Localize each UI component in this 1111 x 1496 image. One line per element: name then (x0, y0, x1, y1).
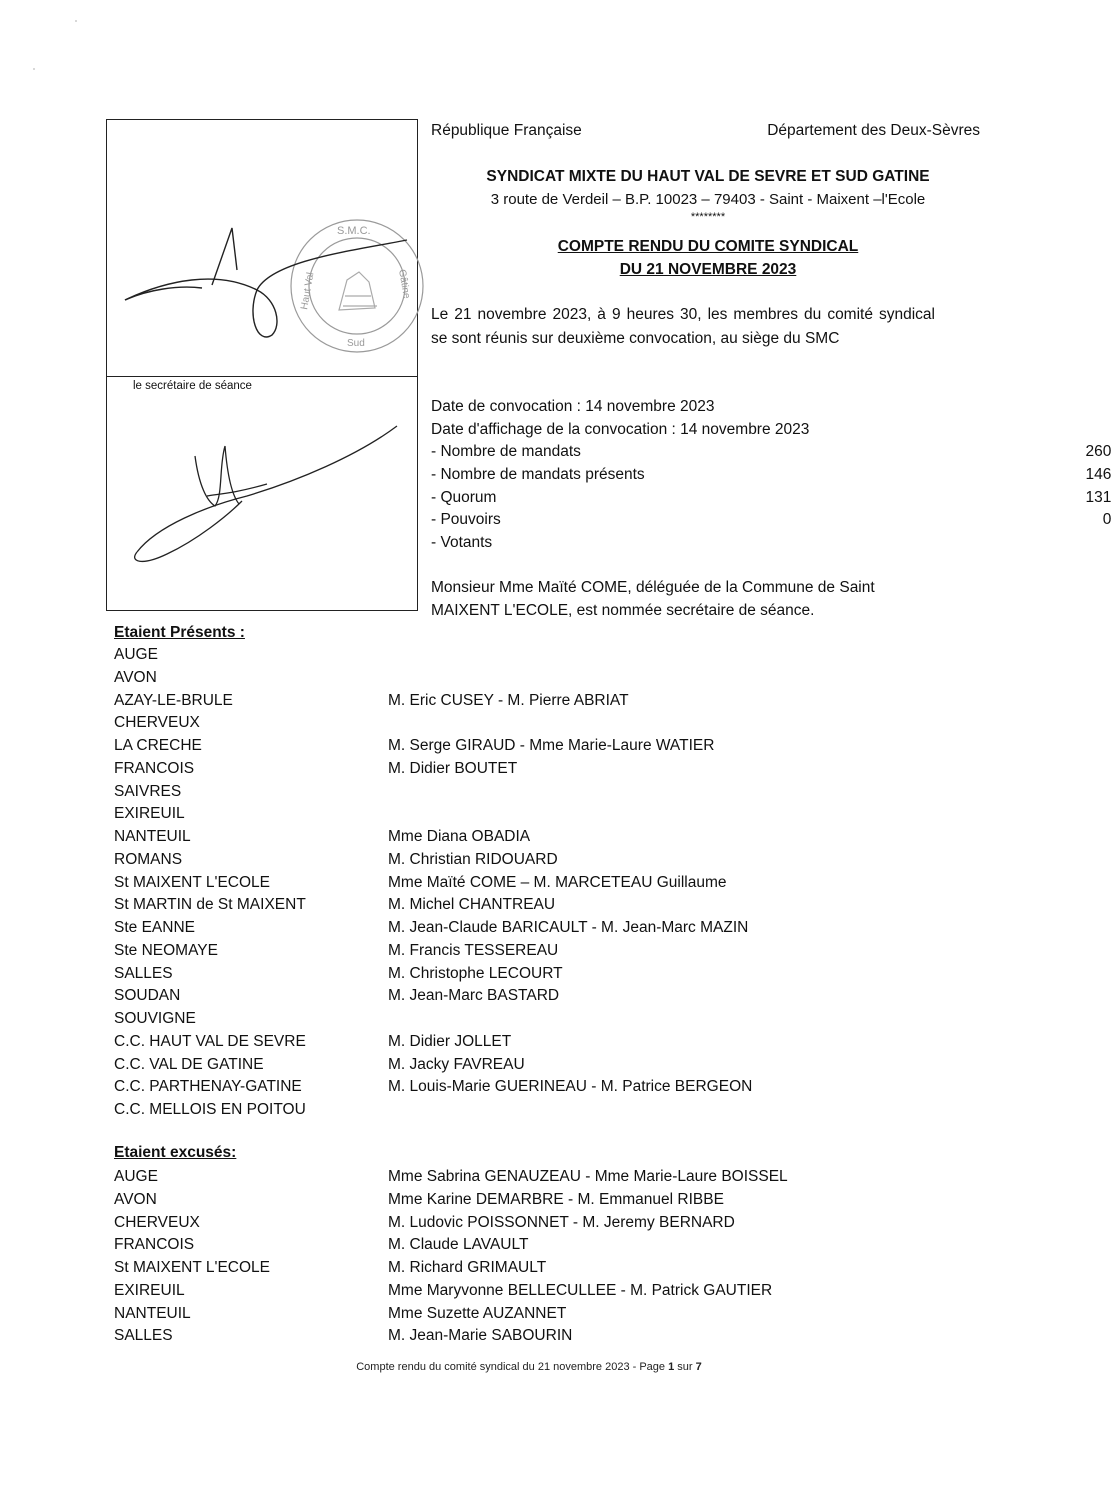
attendance-row (114, 690, 629, 713)
scan-speck (33, 68, 35, 70)
attendance-row (114, 758, 518, 781)
commune-name: SALLES (114, 1327, 173, 1345)
scan-speck (75, 20, 77, 22)
delegate-names: M. Jean-Claude BARICAULT - M. Jean-Marc MAZIN (388, 919, 749, 936)
attendance-row (114, 781, 306, 804)
commune-name: C.C. PARTHENAY-GATINE (114, 1078, 302, 1096)
attendance-row (114, 1008, 306, 1031)
stat-label: Date de convocation : 14 novembre 2023 (431, 398, 715, 415)
commune-name: Ste EANNE (114, 919, 195, 936)
commune-name: FRANCOIS (114, 759, 195, 777)
attendance-row (114, 712, 306, 735)
attendance-row (114, 1076, 753, 1099)
commune-name: St MARTIN de St MAIXENT (114, 896, 306, 914)
attendance-row (114, 963, 563, 986)
commune-name: SALLES (114, 964, 173, 982)
secretary-signature (107, 376, 419, 612)
delegate-names: Mme Maryvonne BELLECULLEE - M. Patrick GAUTIER (388, 1281, 773, 1299)
attendance-row (114, 735, 715, 758)
attendance-row (114, 985, 560, 1008)
attendance-row (114, 644, 306, 667)
attendance-row (114, 1234, 529, 1257)
delegate-names: M. Jacky FAVREAU (388, 1055, 525, 1073)
delegate-names: M. Christian RIDOUARD (388, 850, 558, 868)
attendance-row (114, 1099, 306, 1122)
footer-of: sur (674, 1361, 696, 1373)
delegate-names: Mme Suzette AUZANNET (388, 1304, 567, 1322)
stat-row (431, 441, 1111, 464)
delegate-names: M. Richard GRIMAULT (388, 1259, 547, 1276)
commune-name: SAIVRES (114, 782, 182, 800)
attendance-row (114, 803, 306, 826)
commune-name: AZAY-LE-BRULE (114, 691, 233, 709)
commune-name: C.C. VAL DE GATINE (114, 1055, 264, 1073)
stat-label: - Pouvoirs (431, 511, 501, 529)
commune-name: AUGE (114, 1168, 158, 1185)
stat-value: 0 (1102, 511, 1111, 529)
delegate-names: Mme Sabrina GENAUZEAU - Mme Marie-Laure BOISSEL (388, 1168, 788, 1185)
commune-name: ROMANS (114, 850, 183, 868)
delegate-names: M. Jean-Marie SABOURIN (388, 1327, 573, 1345)
stat-row (431, 532, 809, 555)
delegate-names: M. Michel CHANTREAU (388, 896, 556, 914)
attendance-row (114, 917, 749, 940)
organization-address: 3 route de Verdeil – B.P. 10023 – 79403 - Saint - Maixent –l'Ecole (490, 191, 926, 208)
commune-name: EXIREUIL (114, 1281, 185, 1299)
svg-text:Sud: Sud (347, 338, 365, 349)
attendance-row (114, 872, 727, 895)
intro-paragraph: Le 21 novembre 2023, à 9 heures 30, les membres du comité syndical se sont réunis sur deuxième convocation, au siège du SMC (431, 306, 935, 347)
commune-name: AUGE (114, 646, 158, 663)
stat-value: 260 (1085, 443, 1111, 461)
svg-text:Haut Val: Haut Val (299, 271, 317, 311)
stat-label: - Quorum (431, 488, 497, 506)
delegate-names: M. Didier JOLLET (388, 1032, 512, 1050)
commune-name: CHERVEUX (114, 1213, 200, 1231)
attendance-row (114, 1257, 547, 1280)
delegate-names: M. Francis TESSEREAU (388, 941, 559, 959)
stat-label: Date d'affichage de la convocation : 14 novembre 2023 (431, 420, 810, 438)
excused-title: Etaient excusés: (114, 1144, 237, 1161)
commune-name: NANTEUIL (114, 828, 191, 845)
commune-name: SOUVIGNE (114, 1010, 196, 1027)
attendance-row (114, 1031, 512, 1054)
commune-name: AVON (114, 668, 157, 686)
commune-name: St MAIXENT L'ECOLE (114, 873, 270, 891)
commune-name: NANTEUIL (114, 1304, 191, 1322)
delegate-names: M. Didier BOUTET (388, 759, 518, 777)
attendance-row (114, 1054, 525, 1077)
svg-text:Gâtine: Gâtine (396, 268, 412, 300)
signature-box (106, 119, 418, 611)
official-stamp (291, 220, 423, 352)
attendance-row (114, 849, 558, 872)
delegate-names: M. Jean-Marc BASTARD (388, 987, 560, 1005)
attendance-row (114, 894, 556, 917)
footer-page-total: 7 (695, 1361, 702, 1373)
delegate-names: M. Serge GIRAUD - Mme Marie-Laure WATIER (388, 737, 715, 754)
meeting-stats (431, 396, 1111, 555)
stat-label: - Votants (431, 534, 493, 552)
attendance-row (114, 1212, 735, 1235)
attendance-row (114, 1189, 724, 1212)
attendance-row (114, 826, 531, 849)
svg-text:S.M.C.: S.M.C. (337, 225, 371, 237)
separator-stars: ******** (690, 211, 726, 223)
organization-name: SYNDICAT MIXTE DU HAUT VAL DE SEVRE ET SUD GATINE (486, 168, 930, 185)
page-footer (0, 1361, 1058, 1373)
commune-name: AVON (114, 1190, 157, 1208)
commune-name: LA CRECHE (114, 737, 202, 754)
secretary-paragraph: Monsieur Mme Maïté COME, déléguée de la Commune de Saint MAIXENT L'ECOLE, est nommée secrétaire de séance. (431, 579, 875, 619)
present-list (114, 644, 753, 1122)
delegate-names: M. Louis-Marie GUERINEAU - M. Patrice BERGEON (388, 1078, 753, 1096)
attendance-row (114, 1166, 788, 1189)
commune-name: CHERVEUX (114, 714, 200, 732)
president-signature (125, 228, 407, 337)
stat-row (431, 396, 809, 419)
delegate-names: M. Claude LAVAULT (388, 1236, 529, 1254)
commune-name: C.C. HAUT VAL DE SEVRE (114, 1032, 306, 1050)
stat-label: - Nombre de mandats (431, 443, 581, 461)
delegate-names: Mme Maïté COME – M. MARCETEAU Guillaume (388, 873, 727, 891)
department-label: Département des Deux-Sèvres (767, 122, 980, 139)
commune-name: FRANCOIS (114, 1236, 195, 1254)
stat-row (431, 487, 1111, 510)
stat-row (431, 509, 1111, 532)
present-title: Etaient Présents : (114, 624, 245, 641)
excused-list (114, 1166, 788, 1348)
stat-row (431, 419, 809, 442)
document-date-title: DU 21 NOVEMBRE 2023 (619, 261, 797, 278)
secretary-label: le secrétaire de séance (133, 380, 252, 392)
stat-label: - Nombre de mandats présents (431, 466, 645, 484)
footer-text: Compte rendu du comité syndical du 21 novembre 2023 - Page (356, 1361, 669, 1373)
stat-value: 146 (1085, 466, 1111, 484)
stat-row (431, 464, 1111, 487)
delegate-names: M. Eric CUSEY - M. Pierre ABRIAT (388, 691, 629, 709)
attendance-row (114, 667, 306, 690)
document-title: COMPTE RENDU DU COMITE SYNDICAL (557, 238, 859, 255)
attendance-row (114, 1280, 773, 1303)
delegate-names: M. Christophe LECOURT (388, 964, 563, 982)
commune-name: EXIREUIL (114, 805, 185, 823)
republic-label: République Française (431, 122, 582, 139)
footer-page-number: 1 (668, 1361, 675, 1373)
stat-value: 131 (1085, 488, 1111, 506)
attendance-row (114, 940, 559, 963)
delegate-names: M. Ludovic POISSONNET - M. Jeremy BERNARD (388, 1213, 735, 1231)
commune-name: SOUDAN (114, 987, 181, 1005)
commune-name: C.C. MELLOIS EN POITOU (114, 1101, 306, 1118)
president-signature-stamp (107, 120, 419, 376)
delegate-names: Mme Diana OBADIA (388, 828, 531, 845)
commune-name: St MAIXENT L'ECOLE (114, 1259, 270, 1276)
commune-name: Ste NEOMAYE (114, 941, 218, 959)
attendance-row (114, 1325, 573, 1348)
delegate-names: Mme Karine DEMARBRE - M. Emmanuel RIBBE (388, 1190, 724, 1208)
attendance-row (114, 1303, 567, 1326)
